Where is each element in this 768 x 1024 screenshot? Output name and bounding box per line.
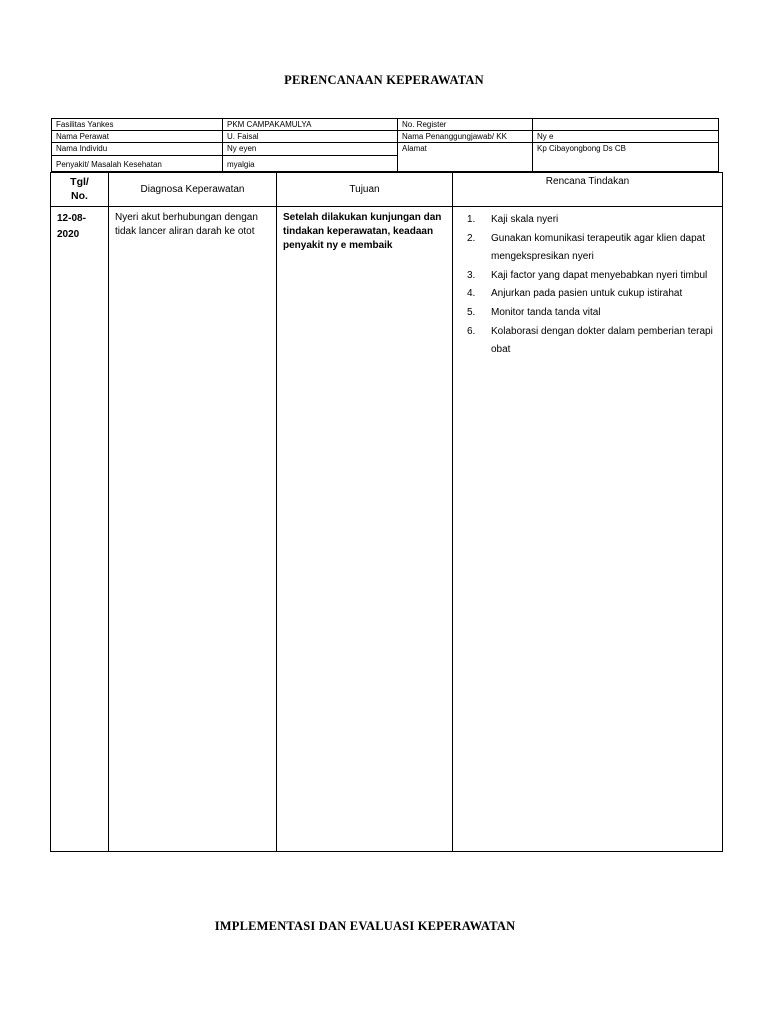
header-tgl-line2: No. [71, 190, 88, 202]
info-row [52, 143, 719, 156]
list-item [459, 230, 716, 267]
cell-rencana [453, 207, 723, 852]
header-tgl-line1: Tgl/ [70, 176, 89, 188]
list-item-text: Monitor tanda tanda vital [491, 306, 601, 318]
implementation-title: IMPLEMENTASI DAN EVALUASI KEPERAWATAN [214, 919, 516, 933]
list-item [459, 267, 716, 286]
info-label: No. Register [398, 119, 533, 131]
list-item-text: Kaji factor yang dapat menyebabkan nyeri timbul [491, 269, 708, 281]
info-value: myalgia [223, 155, 398, 171]
list-item-text: Kolaborasi dengan dokter dalam pemberian terapi obat [491, 325, 713, 356]
list-item [459, 304, 716, 323]
document-title: PERENCANAAN KEPERAWATAN [284, 73, 484, 87]
cell-tgl [51, 207, 109, 852]
list-item [459, 323, 716, 360]
info-label: Nama Individu [52, 143, 223, 156]
list-item-number: 3. [467, 269, 476, 281]
cell-tgl-line2: 2020 [57, 229, 80, 240]
list-item [459, 285, 716, 304]
list-item-number: 5. [467, 306, 476, 318]
list-item-number: 4. [467, 288, 476, 300]
header-rencana: Rencana Tindakan [453, 173, 723, 207]
list-item [459, 211, 716, 230]
cell-diagnosa: Nyeri akut berhubungan dengan tidak lancer aliran darah ke otot [109, 207, 277, 852]
info-label: Nama Penanggungjawab/ KK [398, 131, 533, 143]
list-item-text: Anjurkan pada pasien untuk cukup istirahat [491, 288, 683, 300]
info-label: Nama Perawat [52, 131, 223, 143]
info-value: U. Faisal [223, 131, 398, 143]
info-value: Kp Cibayongbong Ds CB [533, 143, 719, 172]
info-label: Fasilitas Yankes [52, 119, 223, 131]
info-label: Penyakit/ Masalah Kesehatan [52, 155, 223, 171]
cell-tujuan: Setelah dilakukan kunjungan dan tindakan keperawatan, keadaan penyakit ny e membaik [277, 207, 453, 852]
info-value: Ny e [533, 131, 719, 143]
care-plan-row [51, 207, 723, 852]
info-value: PKM CAMPAKAMULYA [223, 119, 398, 131]
info-row [52, 131, 719, 143]
list-item-text: Kaji skala nyeri [491, 214, 559, 225]
info-value: Ny eyen [223, 143, 398, 156]
info-label: Alamat [398, 143, 533, 172]
header-tgl [51, 173, 109, 207]
header-diagnosa: Diagnosa Keperawatan [109, 173, 277, 207]
care-plan-table [50, 172, 723, 852]
list-item-number: 1. [467, 214, 476, 225]
patient-info-table [51, 118, 719, 172]
info-row [52, 119, 719, 131]
list-item-number: 2. [467, 232, 476, 244]
list-item-text: Gunakan komunikasi terapeutik agar klien dapat mengekspresikan nyeri [491, 232, 706, 263]
care-plan-header-row [51, 173, 723, 207]
header-tujuan: Tujuan [277, 173, 453, 207]
list-item-number: 6. [467, 325, 476, 337]
info-value [533, 119, 719, 131]
cell-tgl-line1: 12-08- [57, 213, 86, 224]
tindakan-list [459, 211, 716, 360]
